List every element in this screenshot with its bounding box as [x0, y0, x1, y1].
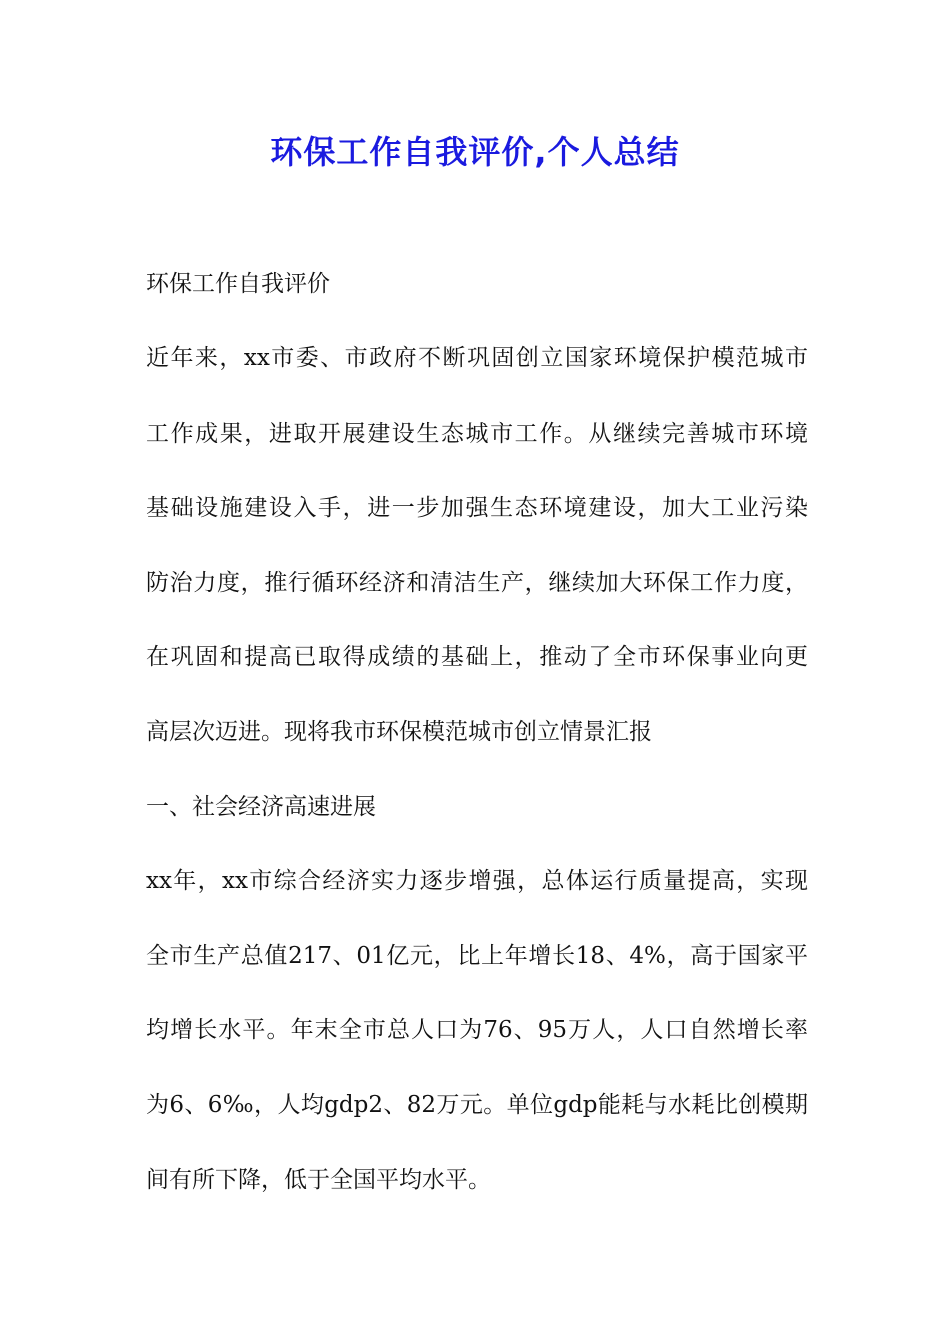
paragraph-line: 近年来，xx市委、市政府不断巩固创立国家环境保护模范城市	[146, 345, 808, 371]
paragraph-line: 在巩固和提高已取得成绩的基础上，推动了全市环保事业向更	[146, 644, 808, 670]
document-title: 环保工作自我评价,个人总结	[270, 133, 680, 171]
paragraph-line: 全市生产总值217、01亿元，比上年增长18、4%，高于国家平	[146, 943, 808, 969]
paragraph-line: 基础设施建设入手，进一步加强生态环境建设，加大工业污染	[146, 495, 808, 521]
paragraph-line: 均增长水平。年末全市总人口为76、95万人，人口自然增长率	[146, 1017, 808, 1043]
paragraph-line: 工作成果，进取开展建设生态城市工作。从继续完善城市环境	[146, 421, 808, 447]
section-heading: 一、社会经济高速进展	[146, 794, 376, 820]
paragraph-line: 间有所下降，低于全国平均水平。	[146, 1167, 491, 1193]
paragraph-line: xx年，xx市综合经济实力逐步增强，总体运行质量提高，实现	[146, 868, 808, 894]
paragraph-line: 高层次迈进。现将我市环保模范城市创立情景汇报	[146, 719, 652, 745]
subtitle: 环保工作自我评价	[146, 271, 330, 297]
paragraph-line: 防治力度，推行循环经济和清洁生产，继续加大环保工作力度，	[146, 570, 808, 596]
paragraph-line: 为6、6‰，人均gdp2、82万元。单位gdp能耗与水耗比创模期	[146, 1092, 808, 1118]
